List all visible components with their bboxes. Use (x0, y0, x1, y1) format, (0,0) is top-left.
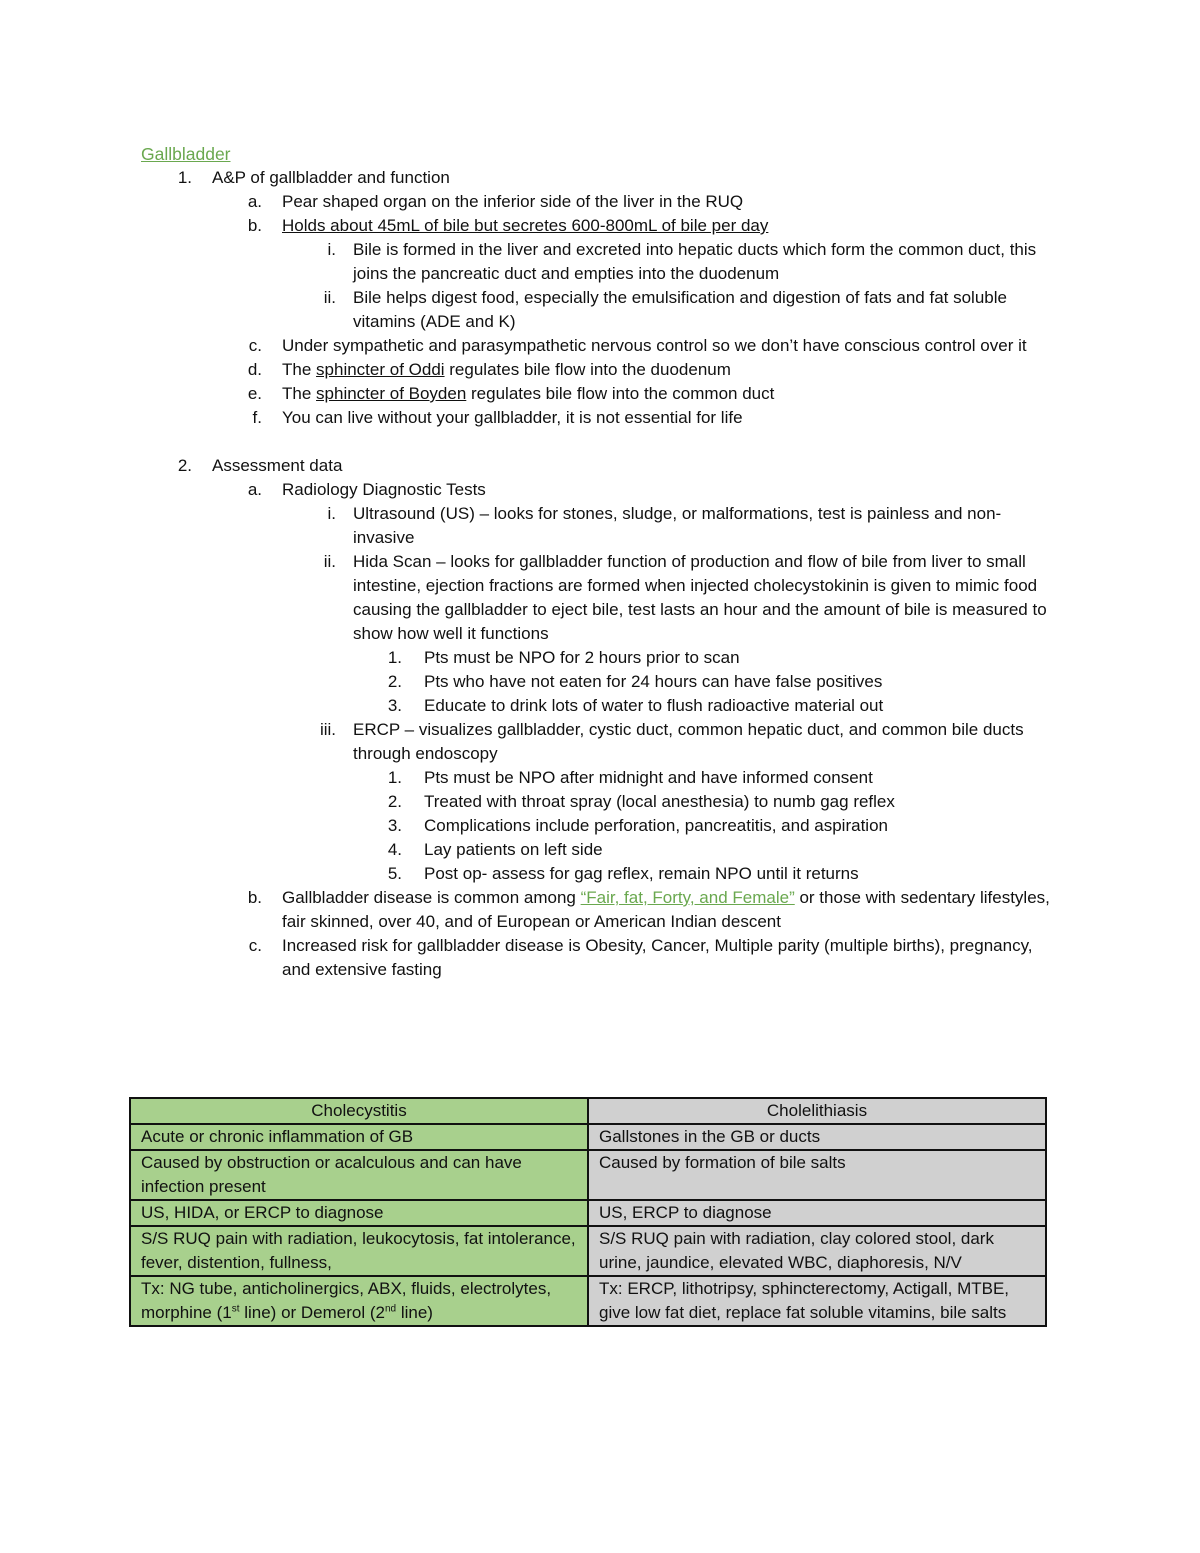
list-text: Lay patients on left side (424, 840, 603, 859)
list-letter: a. (247, 480, 262, 499)
list-letter: d. (247, 360, 262, 379)
doc-title: Gallbladder (141, 144, 231, 164)
list-item (0, 358, 1062, 382)
table-row (130, 1124, 1046, 1150)
list-item (0, 286, 1058, 334)
list-text: Pear shaped organ on the inferior side of the liver in the RUQ (282, 192, 744, 211)
table-header-cholecystitis: Cholecystitis (130, 1098, 588, 1124)
list-item (0, 814, 1064, 838)
list-letter: b. (247, 216, 262, 235)
cell-text: Tx: NG tube, anticholinergics, ABX, fluids, electrolytes, morphine (1 (141, 1279, 552, 1322)
list-item (0, 886, 1062, 934)
section-heading: A&P of gallbladder and function (212, 168, 450, 187)
superscript: st (231, 1303, 240, 1315)
list-item (0, 934, 1062, 982)
list-number: 5. (387, 864, 402, 883)
list-text: Bile is formed in the liver and excreted into hepatic ducts which form the common duct, this joins the pancreatic duct and empties into the duodenum (353, 240, 1037, 283)
list-text: Treated with throat spray (local anesthesia) to numb gag reflex (424, 792, 895, 811)
list-text-post: regulates bile flow into the duodenum (444, 360, 731, 379)
list-text: Complications include perforation, pancreatitis, and aspiration (424, 816, 888, 835)
list-text: ERCP – visualizes gallbladder, cystic duct, common hepatic duct, and common bile ducts through endoscopy (353, 720, 1024, 763)
list-text: Under sympathetic and parasympathetic nervous control so we don’t have conscious control over it (282, 336, 1027, 355)
list-roman: iii. (319, 720, 336, 739)
list-roman: ii. (323, 552, 336, 571)
list-roman: ii. (323, 288, 336, 307)
list-letter: b. (247, 888, 262, 907)
list-item (0, 478, 1062, 502)
table-cell: S/S RUQ pain with radiation, leukocytosis, fat intolerance, fever, distention, fullness, (130, 1226, 588, 1276)
table-row (130, 1276, 1046, 1326)
list-text: You can live without your gallbladder, it is not essential for life (282, 408, 743, 427)
list-text: Bile helps digest food, especially the emulsification and digestion of fats and fat soluble vitamins (ADE and K) (353, 288, 1007, 331)
list-item (0, 238, 1058, 286)
cell-text: line) or Demerol (2 (239, 1303, 385, 1322)
list-text-pre: The (282, 360, 317, 379)
table-cell: Tx: ERCP, lithotripsy, sphincterectomy, Actigall, MTBE, give low fat diet, replace fat soluble vitamins, bile salts (588, 1276, 1046, 1326)
list-number: 1. (387, 648, 402, 667)
list-item (0, 694, 1064, 718)
section-2 (0, 454, 1062, 478)
comparison-table (129, 1097, 1047, 1327)
list-roman: i. (327, 240, 336, 259)
list-roman: i. (327, 504, 336, 523)
list-text: Pts who have not eaten for 24 hours can have false positives (424, 672, 883, 691)
list-item (0, 670, 1064, 694)
list-item (0, 766, 1064, 790)
list-item (0, 646, 1064, 670)
list-item (0, 334, 1062, 358)
cell-text: line) (396, 1303, 433, 1322)
blank-line (0, 430, 1200, 454)
list-number: 2. (387, 792, 402, 811)
list-text: Hida Scan – looks for gallbladder function of production and flow of bile from liver to small intestine, ejection fractions are formed when injected cholecystokinin is given to mimic food causing the gallbladder to eject bile, test lasts an hour and the amount of bile is measured to show how well it functions (353, 552, 1047, 643)
list-number: 3. (387, 816, 402, 835)
outline (0, 166, 1200, 982)
list-text-pre: Gallbladder disease is common among (282, 888, 581, 907)
list-letter: e. (247, 384, 262, 403)
section-1 (0, 166, 1062, 190)
list-letter: a. (247, 192, 262, 211)
table-cell: S/S RUQ pain with radiation, clay colored stool, dark urine, jaundice, elevated WBC, diaphoresis, N/V (588, 1226, 1046, 1276)
underlined-term: sphincter of Oddi (316, 360, 445, 379)
list-item (0, 502, 1058, 550)
list-item (0, 862, 1064, 886)
list-text: Radiology Diagnostic Tests (282, 480, 486, 499)
list-text: Holds about 45mL of bile but secretes 600-800mL of bile per day (282, 216, 769, 235)
list-item (0, 190, 1062, 214)
list-text-post: regulates bile flow into the common duct (466, 384, 775, 403)
list-item (0, 838, 1064, 862)
table-cell: Acute or chronic inflammation of GB (130, 1124, 588, 1150)
table-cell (130, 1276, 588, 1326)
table-row (130, 1150, 1046, 1200)
list-number: 3. (387, 696, 402, 715)
list-item (0, 550, 1058, 646)
list-number: 2. (387, 672, 402, 691)
list-text: Pts must be NPO after midnight and have informed consent (424, 768, 873, 787)
list-number: 4. (387, 840, 402, 859)
list-number: 1. (387, 768, 402, 787)
superscript: nd (385, 1303, 397, 1315)
list-letter: c. (248, 336, 262, 355)
list-number: 1. (177, 168, 192, 187)
list-text-pre: The (282, 384, 317, 403)
table-cell: US, ERCP to diagnose (588, 1200, 1046, 1226)
underlined-term: sphincter of Boyden (316, 384, 467, 403)
list-item (0, 382, 1062, 406)
list-letter: f. (252, 408, 262, 427)
highlighted-phrase: “Fair, fat, Forty, and Female” (580, 888, 795, 907)
list-number: 2. (177, 456, 192, 475)
table-header-cholelithiasis: Cholelithiasis (588, 1098, 1046, 1124)
table-header-row (130, 1098, 1046, 1124)
list-text: Post op- assess for gag reflex, remain NPO until it returns (424, 864, 859, 883)
table-row (130, 1226, 1046, 1276)
table-row (130, 1200, 1046, 1226)
section-heading: Assessment data (212, 456, 343, 475)
list-text: Increased risk for gallbladder disease is Obesity, Cancer, Multiple parity (multiple births), pregnancy, and extensive fasting (282, 936, 1033, 979)
list-item (0, 214, 1062, 238)
list-letter: c. (248, 936, 262, 955)
table-cell: US, HIDA, or ERCP to diagnose (130, 1200, 588, 1226)
table-cell: Caused by formation of bile salts (588, 1150, 1046, 1200)
table-cell: Caused by obstruction or acalculous and can have infection present (130, 1150, 588, 1200)
list-text: Pts must be NPO for 2 hours prior to scan (424, 648, 740, 667)
list-item (0, 790, 1064, 814)
list-text: Ultrasound (US) – looks for stones, sludge, or malformations, test is painless and non-invasive (353, 504, 1002, 547)
list-text: Educate to drink lots of water to flush radioactive material out (424, 696, 884, 715)
list-item (0, 718, 1058, 766)
list-item (0, 406, 1062, 430)
table-cell: Gallstones in the GB or ducts (588, 1124, 1046, 1150)
list-text-post: or those with sedentary lifestyles, fair skinned, over 40, and of European or American Indian descent (282, 888, 1050, 931)
